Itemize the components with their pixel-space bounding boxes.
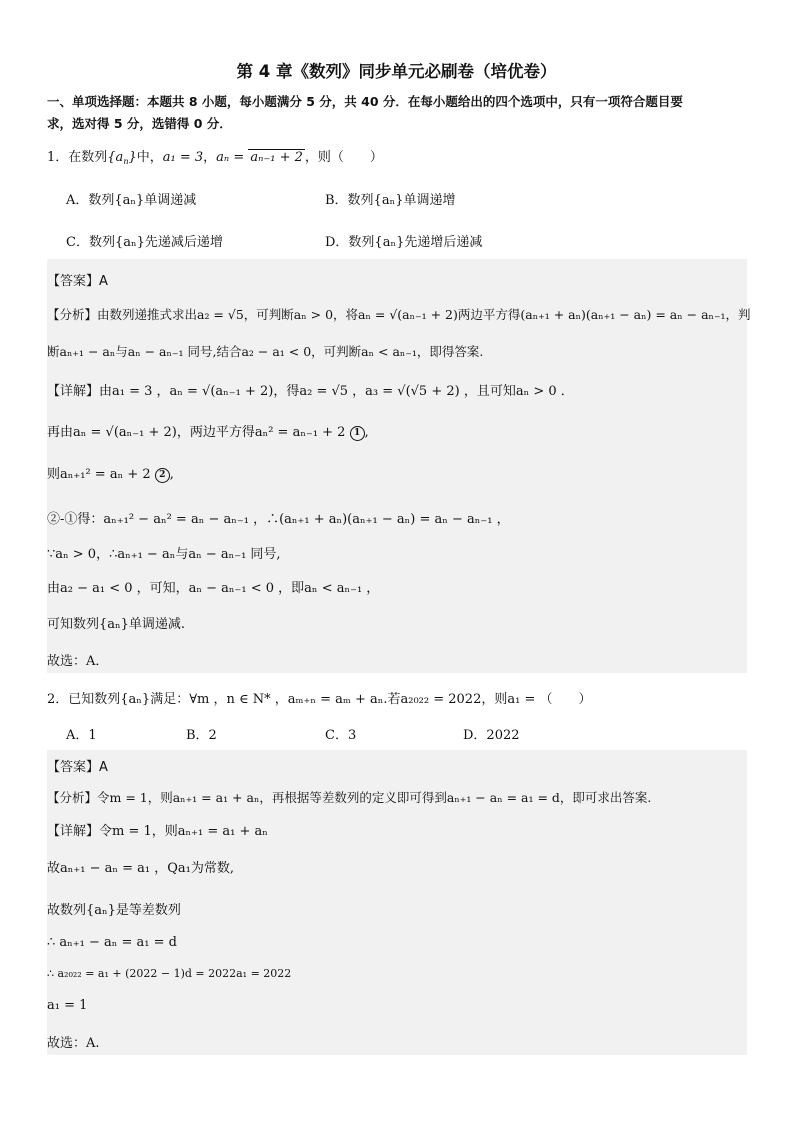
q1-detail-3-end: , <box>169 467 174 482</box>
q1-option-c[interactable]: C．数列{aₙ}先递减后递增 <box>66 235 223 250</box>
q2-detail-7: 故选：A. <box>47 1036 100 1051</box>
q2-analysis: 【分析】令m = 1，则aₙ₊₁ = a₁ + aₙ，再根据等差数列的定义即可得到aₙ₊₁ − aₙ = a₁ = d，即可求出答案. <box>47 790 652 805</box>
q1-detail-2-end: , <box>364 425 369 440</box>
q1-analysis-line-1: 【分析】由数列递推式求出a₂ = √5，可判断aₙ > 0，将aₙ = √(aₙ₋₁ + 2)两边平方得(aₙ₊₁ + aₙ)(aₙ₊₁ − aₙ) = aₙ − aₙ₋₁，判 <box>47 307 751 322</box>
q1-eq1: a₁ = 3 <box>162 150 204 165</box>
q1-analysis-line-2: 断aₙ₊₁ − aₙ与aₙ − aₙ₋₁ 同号,结合a₂ − a₁ < 0，可判断aₙ < aₙ₋₁，即得答案. <box>47 344 484 359</box>
q1-sqrt: aₙ₋₁ + 2 <box>250 150 303 165</box>
q2-detail-1: 【详解】令m = 1，则aₙ₊₁ = a₁ + aₙ <box>47 824 268 839</box>
q1-option-d[interactable]: D．数列{aₙ}先递增后递减 <box>325 235 483 250</box>
q2-detail-3: 故数列{aₙ}是等差数列 <box>47 903 181 918</box>
q1-detail-6: 由a₂ − a₁ < 0 ，可知，aₙ − aₙ₋₁ < 0 ，即aₙ < aₙ₋₁ ， <box>47 581 380 596</box>
q1-stem-text: 中， <box>136 150 163 165</box>
q1-detail-5: ∵aₙ > 0，∴aₙ₊₁ − aₙ与aₙ − aₙ₋₁ 同号, <box>47 547 281 562</box>
q2-detail-2: 故aₙ₊₁ − aₙ = a₁ ，Qa₁为常数, <box>47 861 234 876</box>
q1-detail-4: ②-①得：aₙ₊₁² − aₙ² = aₙ − aₙ₋₁ ，∴(aₙ₊₁ + aₙ)(aₙ₊₁ − aₙ) = aₙ − aₙ₋₁ ， <box>47 512 510 527</box>
q1-detail-2 <box>47 421 369 441</box>
q2-detail-4: ∴ aₙ₊₁ − aₙ = a₁ = d <box>47 935 177 950</box>
q1-detail-3 <box>47 463 174 483</box>
q2-answer: 【答案】A <box>47 760 108 775</box>
q1-eq2: aₙ = <box>216 150 249 165</box>
q1-detail-8: 故选：A． <box>47 654 109 669</box>
q2-stem: 2．已知数列{aₙ}满足：∀m ，n ∈ N* ，aₘ₊ₙ = aₘ + aₙ.若a₂₀₂₂ = 2022，则a₁ = （ ） <box>47 692 592 707</box>
q1-number: 1．在数列 <box>47 150 108 165</box>
q1-option-b[interactable]: B．数列{aₙ}单调递增 <box>325 193 456 208</box>
q2-option-b[interactable]: B．2 <box>186 728 217 743</box>
q1-sep: ， <box>203 150 217 165</box>
q2-option-c[interactable]: C．3 <box>325 728 357 743</box>
q1-option-a[interactable]: A．数列{aₙ}单调递减 <box>66 193 197 208</box>
q2-option-a[interactable]: A．1 <box>66 728 97 743</box>
q2-detail-5: ∴ a₂₀₂₂ = a₁ + (2022 − 1)d = 2022a₁ = 2022 <box>47 967 292 980</box>
q2-detail-6: a₁ = 1 <box>47 998 88 1013</box>
circled-one-icon: 1 <box>350 426 365 441</box>
q1-detail-1: 【详解】由a₁ = 3 ，aₙ = √(aₙ₋₁ + 2)，得a₂ = √5 ，a₃ = √(√5 + 2) ，且可知aₙ > 0 ． <box>47 384 574 399</box>
section-heading <box>47 91 752 135</box>
page-title: 第 4 章《数列》同步单元必刷卷（培优卷） <box>236 62 557 81</box>
section-heading-line-1: 一、单项选择题：本题共 8 小题，每小题满分 5 分，共 40 分．在每小题给出的四个选项中，只有一项符合题目要 <box>47 94 683 109</box>
q1-stem-end: ，则（ ） <box>304 150 383 165</box>
q1-detail-7: 可知数列{aₙ}单调递减. <box>47 617 186 632</box>
q1-detail-2-text: 再由aₙ = √(aₙ₋₁ + 2)，两边平方得aₙ² = aₙ₋₁ + 2 <box>47 425 346 440</box>
q1-detail-3-text: 则aₙ₊₁² = aₙ + 2 <box>47 467 151 482</box>
section-heading-line-2: 求，选对得 5 分，选错得 0 分． <box>47 116 232 131</box>
q1-stem: 1．在数列$\{a_n\}$中，a₁ = 3，aₙ = aₙ₋₁ + 2 ，则（ ） <box>47 150 383 166</box>
q1-answer: 【答案】A <box>47 274 108 289</box>
circled-two-icon: 2 <box>155 468 170 483</box>
q2-option-d[interactable]: D．2022 <box>463 728 520 743</box>
